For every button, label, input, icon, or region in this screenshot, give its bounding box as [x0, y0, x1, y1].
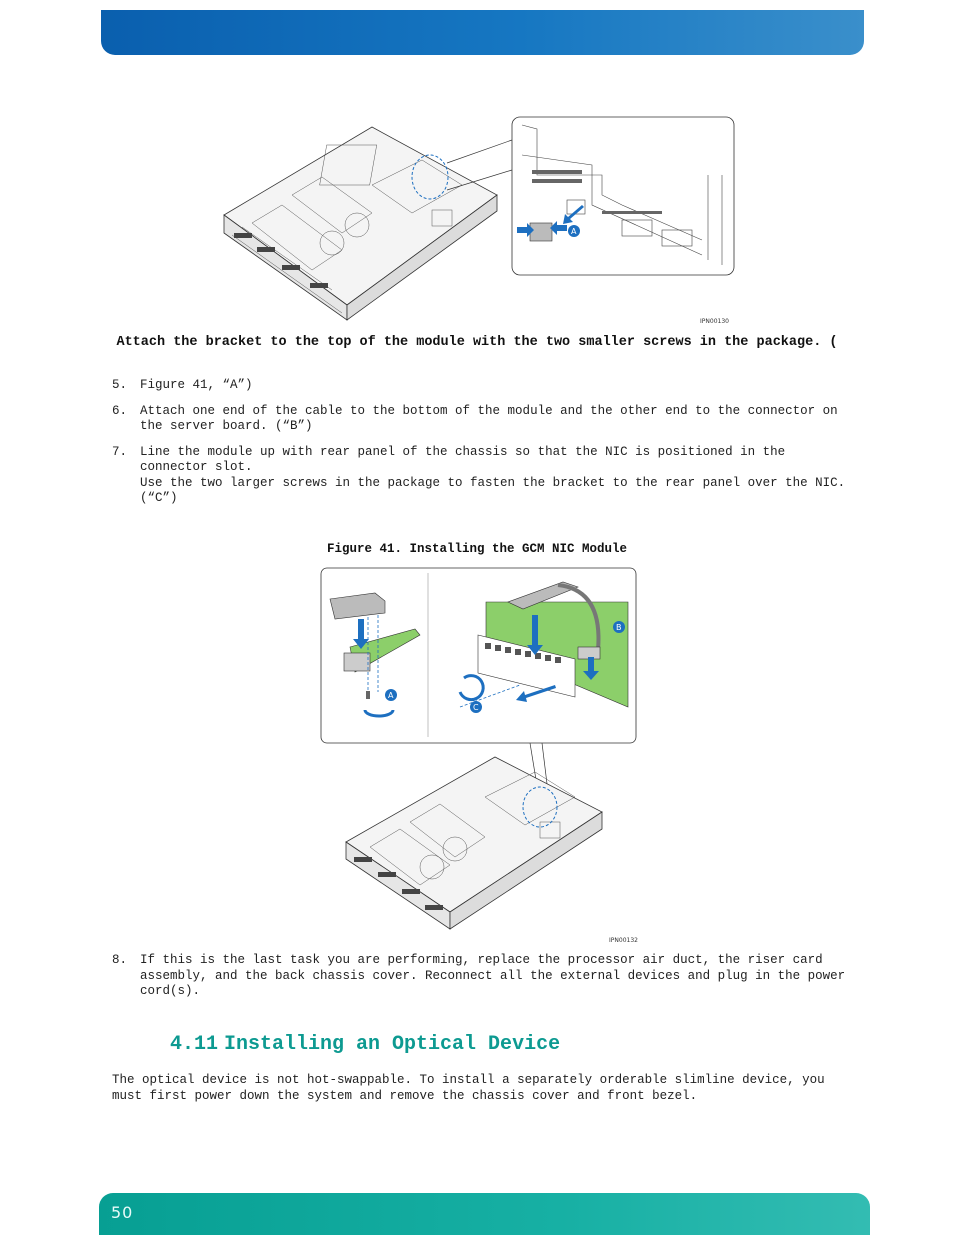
list-item [112, 404, 852, 435]
list-item [112, 953, 852, 1000]
step-list [112, 378, 852, 517]
step-list-2 [112, 953, 852, 1010]
list-text: Line the module up with rear panel of the chassis so that the NIC is positioned in the connector slot. Use the two larger screws in the package to fasten the bracket to the rear panel over the NIC. (“C”) [140, 444, 846, 505]
footer-bar [99, 1193, 870, 1235]
callout-label-c: C [473, 703, 479, 712]
list-item [112, 378, 852, 394]
callout-label-b: B [616, 623, 622, 632]
list-number: 6. [112, 403, 128, 418]
bracket-caption: Attach the bracket to the top of the module with the two smaller screws in the package. ( [116, 335, 838, 350]
section-title: Installing an Optical Device [224, 1033, 561, 1056]
chassis-illustration-top [222, 115, 737, 330]
callout-label-a2: A [388, 691, 394, 700]
list-text: Figure 41, “A”) [140, 378, 253, 392]
page-number: 50 [111, 1203, 134, 1222]
figure-code-top: IPN00130 [700, 318, 729, 325]
section-heading [170, 1033, 560, 1056]
callout-label-a: A [571, 227, 577, 236]
bottom-figure [320, 567, 638, 947]
list-text: If this is the last task you are performing, replace the processor air duct, the riser card assembly, and the back chassis cover. Reconnect all the external devices and plug in the power cord(s). [140, 953, 846, 998]
list-number: 5. [112, 378, 128, 392]
header-bar [101, 10, 864, 55]
figure-code-bottom: IPN00132 [609, 937, 638, 944]
nic-install-illustration [320, 567, 638, 947]
list-text: Attach one end of the cable to the bottom of the module and the other end to the connector on the server board. (“B”) [140, 403, 838, 433]
figure-caption: Figure 41. Installing the GCM NIC Module [326, 542, 628, 556]
list-item [112, 445, 852, 507]
list-number: 8. [112, 953, 128, 967]
section-number: 4.11 [170, 1033, 219, 1056]
list-number: 7. [112, 444, 128, 459]
top-figure [222, 115, 737, 330]
body-paragraph: The optical device is not hot-swappable. To install a separately orderable slimline device, you must first power down the system and remove the chassis cover and front bezel. [112, 1073, 825, 1103]
